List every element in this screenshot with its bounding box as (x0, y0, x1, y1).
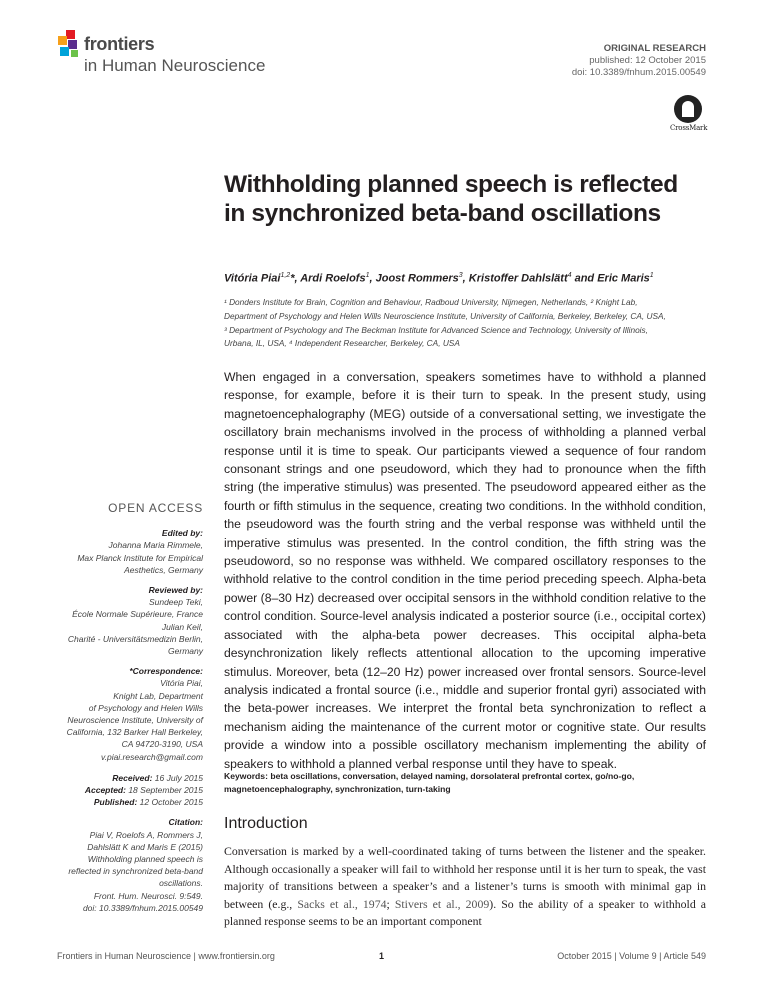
abstract: When engaged in a conversation, speakers sometimes have to withhold a planned response, for example, before it is their turn to speak. In the present study, using magnetoencephalography (MEG) outside of a conversational setting, we investigate the oscillatory brain mechanisms involved in the process of withholding a planned verbal response until it is time to speak. Our participants viewed a sequence of four random consonant strings and one pseudoword, which they had to pronounce when the fifth string (the imperative stimulus) was presented. The pseudoword appeared either as the fourth or fifth stimulus in the sequence, creating two conditions. In the withhold condition, the pseudoword was the fourth string and the verbal response was withheld until the imperative stimulus was presented. In the control condition, the fifth string was the pseudoword, so no response was withheld. We compared oscillatory responses to the withhold relative to the control condition in the time period preceding speech. Alpha-beta power (8–30 Hz) decreased over occipital sensors in the withhold condition relative to the control condition. Source-level analysis indicated a posterior source (i.e., occipital cortex) associated with the alpha-beta power decreases. This occipital alpha-beta desynchronization likely reflects attentional allocation to the upcoming imperative stimulus. Moreover, beta (12–20 Hz) power increased over frontal sensors. Source-level analysis indicated a frontal source (i.e., middle and superior frontal gyri) associated with the beta-power increases. We interpret the frontal beta synchronization to reflect a mechanism aiding the maintenance of the current motor or cognitive state. Our results provide a window into a possible oscillatory mechanism implementing the ability of speakers to withhold a planned verbal response until they have to speak. (224, 370, 706, 771)
author-separator: and (571, 272, 598, 285)
citation-line: Withholding planned speech is (87, 854, 203, 865)
intro-text-part: ). So the ability of a speaker to withhold a planned response seems to be an important component (224, 896, 707, 928)
article-dates (43, 772, 203, 809)
logo-square-blue (60, 47, 69, 56)
author-separator: , (369, 272, 376, 285)
keywords (224, 770, 706, 795)
reviewer-line: École Normale Supérieure, France (72, 609, 203, 620)
author-affiliation-marker: 1 (365, 272, 370, 279)
article-type: ORIGINAL RESEARCH (603, 43, 706, 54)
correspondence-line: of Psychology and Helen Wills (88, 702, 203, 713)
author-list (224, 272, 714, 285)
correspondence-line: Vitória Piai, (160, 678, 203, 689)
citation-line: reflected in synchronized beta-band (68, 866, 203, 877)
citation-line: oscillations. (159, 878, 203, 889)
crossmark-label: CrossMark (670, 124, 708, 132)
footer-journal[interactable]: Frontiers in Human Neuroscience | www.frontiersin.org (57, 951, 275, 961)
author-name[interactable]: Joost Rommers (375, 272, 459, 285)
brand-name[interactable]: frontiers (84, 34, 155, 54)
published-value: 12 October 2015 (139, 797, 203, 808)
published-date-sidebar (43, 796, 203, 808)
journal-name[interactable]: in Human Neuroscience (84, 56, 266, 75)
page-footer (57, 951, 706, 965)
introduction-paragraph (224, 843, 706, 931)
edited-by-label: Edited by: (161, 528, 203, 539)
logo-square-orange (58, 36, 67, 45)
open-access-label: OPEN ACCESS (108, 501, 203, 515)
accepted-value: 18 September 2015 (128, 785, 203, 796)
keywords-list: beta oscillations, conversation, delayed naming, dorsolateral prefrontal cortex, go/no-go, magnetoencephalography, synchronization, turn-taking (224, 771, 635, 794)
author-affiliation-marker: 3 (458, 272, 463, 279)
logo-square-purple (68, 40, 77, 49)
received-value: 16 July 2015 (154, 772, 203, 783)
intro-text-part: Conversation is marked by a well-coordinated taking of turns between the listener and the speaker. Although occasionally a speaker will fail to withhold her response until it is her turn to speak, the vast majority of transitions between a speaker’s and a listener’s turns is smooth with minimal gap in between (e.g., (224, 844, 706, 911)
editor-line: Johanna Maria Rimmele, (108, 540, 203, 551)
author-name[interactable]: Eric Maris (597, 272, 650, 285)
citation-link[interactable]: Sacks et al., 1974 (297, 896, 387, 911)
author-affiliation-marker: 1 (649, 272, 654, 279)
author-name[interactable]: Vitória Piai (224, 272, 281, 285)
correspondence-line: Knight Lab, Department (113, 690, 203, 701)
affiliation-line: Urbana, IL, USA, ⁴ Independent Researcher, Berkeley, CA, USA (224, 338, 460, 349)
author-affiliation-marker: 1,2 (280, 272, 291, 279)
crossmark-badge[interactable] (670, 95, 706, 135)
correspondence-line: CA 94720-3190, USA (121, 739, 203, 750)
correspondence-line: California, 132 Barker Hall Berkeley, (66, 727, 203, 738)
citation-doi[interactable]: doi: 10.3389/fnhum.2015.00549 (82, 902, 203, 913)
reviewed-by-label: Reviewed by: (148, 585, 203, 596)
reviewer-line: Charité - Universitätsmedizin Berlin, (67, 633, 203, 644)
citation-line: Front. Hum. Neurosci. 9:549. (93, 890, 203, 901)
citation-line: Piai V, Roelofs A, Rommers J, (89, 829, 203, 840)
affiliation-line: ¹ Donders Institute for Brain, Cognition and Behaviour, Radboud University, Nijmegen, Netherlands, ² Knight Lab, (224, 297, 638, 307)
correspondence-label: *Correspondence: (129, 666, 203, 677)
introduction-heading: Introduction (224, 815, 308, 832)
published-date: published: 12 October 2015 (589, 55, 706, 66)
doi-link[interactable]: doi: 10.3389/fnhum.2015.00549 (571, 67, 706, 78)
reviewer-line: Julian Keil, (161, 621, 203, 632)
published-label: Published: (93, 797, 138, 808)
author-affiliation-marker: 4 (567, 272, 572, 279)
footer-issue-info: October 2015 | Volume 9 | Article 549 (557, 951, 706, 961)
author-separator: , (462, 272, 469, 285)
affiliation-line: Department of Psychology and Helen Wills Neuroscience Institute, University of California, Berkeley, Berkeley, CA, USA, (224, 310, 666, 321)
citation-link[interactable]: Stivers et al., 2009 (394, 896, 490, 911)
accepted-label: Accepted: (84, 785, 126, 796)
crossmark-icon (674, 95, 702, 123)
author-name[interactable]: Ardi Roelofs (300, 272, 366, 285)
affiliations (224, 296, 714, 351)
author-separator: *, (290, 272, 301, 285)
logo-square-red (66, 30, 75, 39)
logo-square-green (71, 50, 78, 57)
correspondence-email[interactable]: v.piai.research@gmail.com (100, 751, 203, 762)
frontiers-logo-icon (57, 30, 83, 60)
author-name[interactable]: Kristoffer Dahlslätt (468, 272, 568, 285)
correspondence-line: Neuroscience Institute, University of (67, 715, 203, 726)
intro-text-part: ; (386, 896, 395, 911)
article-title: Withholding planned speech is reflected in synchronized beta-band oscillations (224, 171, 678, 227)
editor-line: Max Planck Institute for Empirical (77, 552, 203, 563)
keywords-label: Keywords: (224, 771, 268, 781)
page-number: 1 (378, 951, 384, 961)
editor-line: Aesthetics, Germany (124, 564, 203, 575)
article-info-sidebar (43, 502, 203, 914)
accepted-date (43, 784, 203, 796)
citation-label: Citation: (168, 817, 203, 828)
affiliation-line: ³ Department of Psychology and The Beckman Institute for Advanced Science and Technology, University of Illinois, (224, 324, 648, 335)
reviewer-line: Germany (168, 646, 203, 657)
citation-line: Dahlslätt K and Maris E (2015) (87, 841, 203, 852)
received-label: Received: (112, 772, 153, 783)
reviewer-line: Sundeep Teki, (148, 597, 203, 608)
received-date (43, 772, 203, 784)
